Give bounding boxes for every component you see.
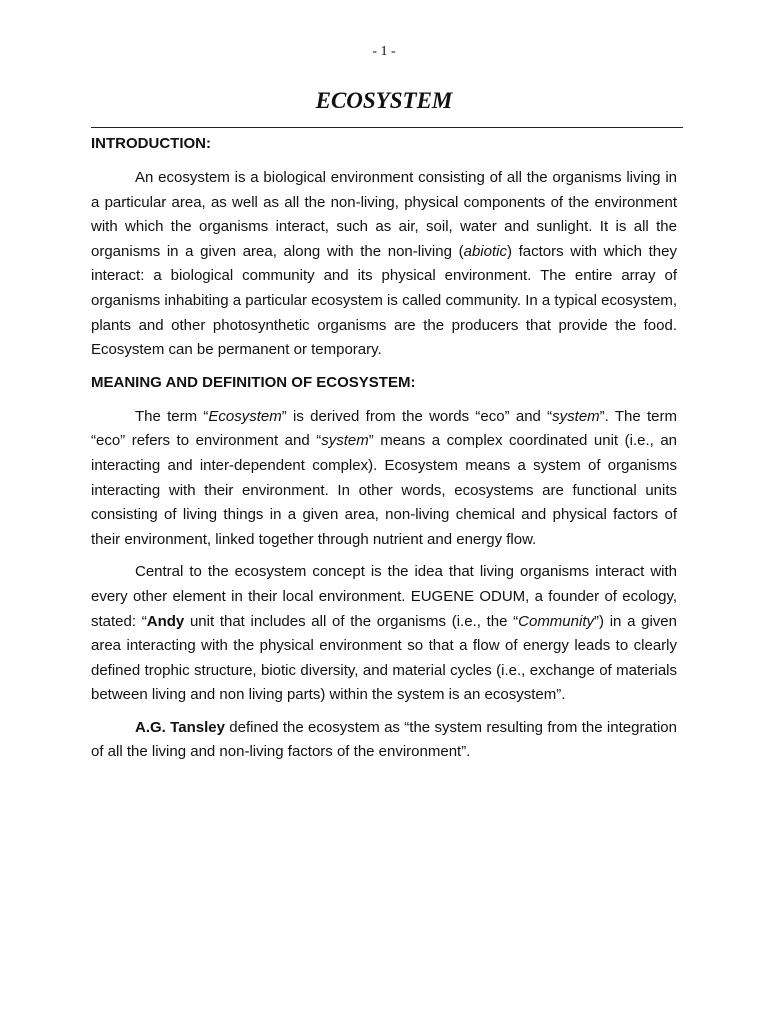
italic-term-ecosystem: Ecosystem <box>208 407 282 425</box>
text-run: unit that includes all of the organisms (i.e., the “ <box>184 612 519 630</box>
tansley-paragraph <box>91 716 677 765</box>
text-run: The term “ <box>135 407 209 425</box>
text-run: ” means a complex coordinated unit (i.e., an interacting and inter-dependent complex). Ecosystem means a system of organisms interacting with their environment. In other words, ecosystems are functional units consisting of living things in a given area, non-living chemical and physical factors of their environment, linked together through nutrient and energy flow. <box>91 432 677 548</box>
introduction-paragraph <box>91 166 677 363</box>
document-title: ECOSYSTEM <box>315 88 453 113</box>
italic-term-abiotic: abiotic <box>463 242 507 260</box>
title-divider <box>91 127 683 128</box>
bold-term-andy: Andy <box>146 612 185 630</box>
text-run: ” is derived from the words “eco” and “ <box>281 407 553 425</box>
text-run: Central to the ecosystem concept is the idea that living organisms interact with every other element in their local environment. EUGENE ODUM, a founder of ecology, stated: “ <box>91 563 677 630</box>
section-heading-introduction: INTRODUCTION: <box>91 135 211 152</box>
text-run: An ecosystem is a biological environment consisting of all the organisms living in a particular area, as well as all the non-living, physical components of the environment with which the organisms interact, such as air, soil, water and sunlight. It is all the organisms in a given area, along with the non-living ( <box>91 169 677 260</box>
page-number: - 1 - <box>372 44 396 59</box>
italic-term-system: system <box>321 432 369 450</box>
bold-term-tansley: A.G. Tansley <box>135 718 225 736</box>
text-run: ”. The term “eco” refers to environment and “ <box>91 407 677 450</box>
text-run: ) factors with which they interact: a biological community and its physical environment. The entire array of organisms inhabiting a particular ecosystem is called community. In a typical ecosystem, plants and other photosynthetic organisms are the producers that provide the food. Ecosystem can be permanent or temporary. <box>91 242 677 359</box>
italic-term-community: Community <box>518 612 594 630</box>
italic-term-system: system <box>552 407 600 425</box>
meaning-paragraph <box>91 405 677 553</box>
document-body <box>91 134 677 773</box>
odum-paragraph <box>91 560 677 708</box>
section-heading-meaning-definition: MEANING AND DEFINITION OF ECOSYSTEM: <box>91 373 416 391</box>
text-run: defined the ecosystem as “the system resulting from the integration of all the living and non-living factors of the environment”. <box>91 718 677 761</box>
text-run: ”) in a given area interacting with the physical environment so that a flow of energy leads to clearly defined trophic structure, biotic diversity, and material cycles (i.e., exchange of materials between living and non living parts) within the system is an ecosystem”. <box>91 612 677 704</box>
